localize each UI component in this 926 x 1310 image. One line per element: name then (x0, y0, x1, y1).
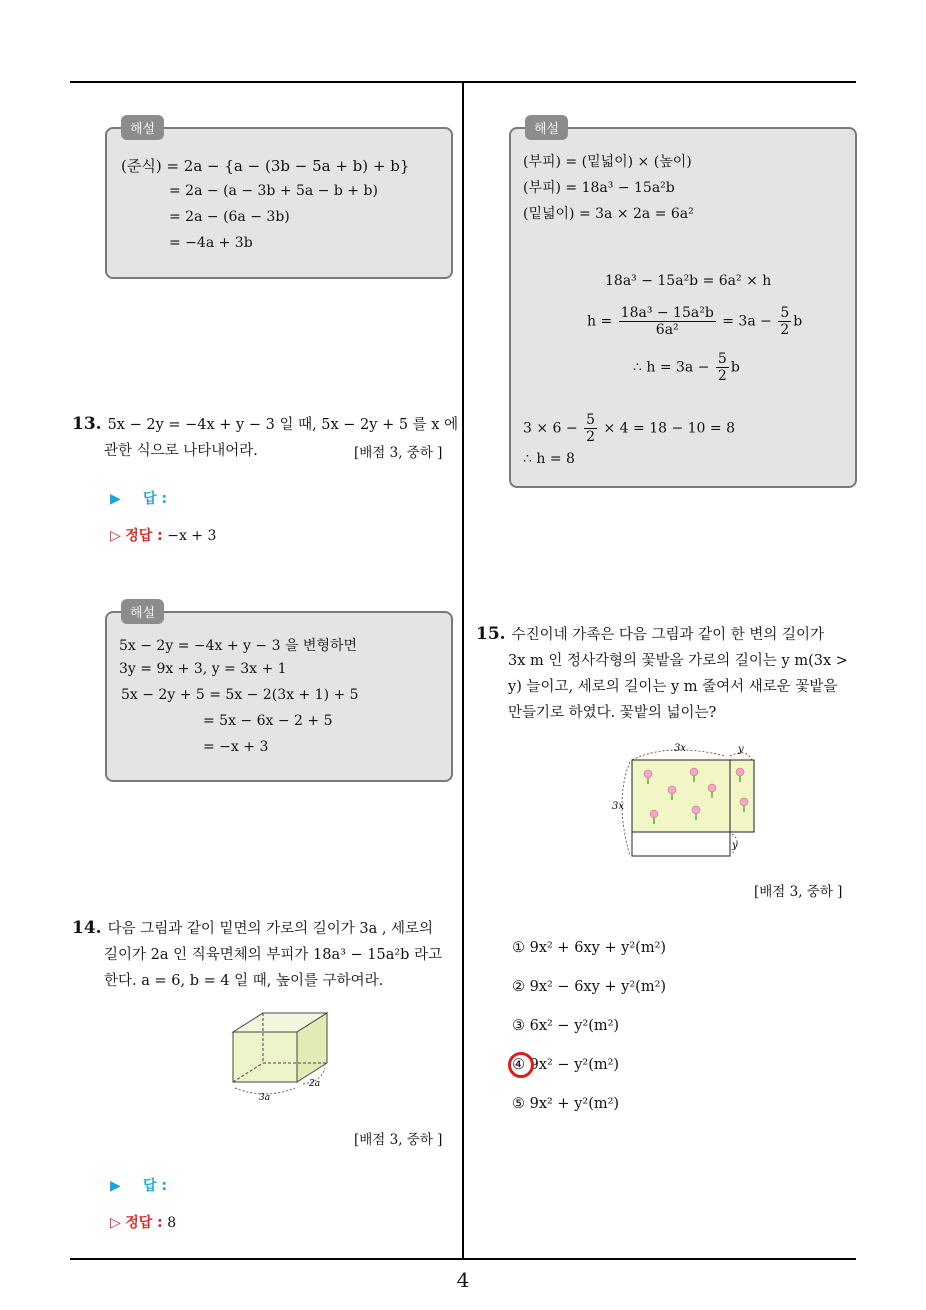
option-5[interactable]: ⑤ 9x² + y²(m²) (512, 1096, 620, 1112)
figure-label-depth: 2a (309, 1079, 321, 1089)
solution-line: = −4a + 3b (169, 235, 253, 251)
play-icon: ▶ (110, 1178, 121, 1194)
figure-label-width: 3a (259, 1093, 271, 1103)
solution-line: (준식) = 2a − {a − (3b − 5a + b) + b} (121, 157, 410, 175)
equation-part: = 3a − (722, 313, 772, 330)
solution-equation: 18a³ − 15a²b = 6a² × h (605, 273, 772, 289)
page-number: 4 (456, 1268, 470, 1292)
solution-line: (부피) = (밑넓이) × (높이) (523, 154, 692, 170)
correct-label: 정답 : (125, 1215, 163, 1231)
play-icon: ▶ (110, 491, 121, 507)
question-text: 만들기로 하였다. 꽃밭의 넓이는? (508, 705, 717, 721)
question-text: y) 늘이고, 세로의 길이는 y m 줄여서 새로운 꽃밭을 (508, 679, 838, 695)
equation-part: 3 × 6 − (523, 420, 578, 437)
option-3[interactable]: ③ 6x² − y²(m²) (512, 1018, 620, 1034)
cuboid-figure (225, 1008, 340, 1103)
flower-garden-figure (608, 740, 760, 862)
equation-part: × 4 = 18 − 10 = 8 (603, 420, 735, 437)
figure-label-bottom-y: y (732, 840, 738, 851)
question-number: 13. (72, 414, 102, 434)
solution-box-12 (105, 122, 453, 279)
figure-label-left: 3x (612, 801, 625, 812)
option-1[interactable]: ① 9x² + 6xy + y²(m²) (512, 940, 667, 956)
question-15 (476, 621, 860, 726)
solution-line: ∴ h = 8 (523, 451, 575, 467)
solution-equation (633, 351, 740, 384)
figure-label-top: 3x (674, 743, 687, 754)
solution-equation (587, 305, 802, 338)
equation-part: b (793, 313, 803, 330)
bottom-rule (70, 1258, 856, 1260)
option-2[interactable]: ② 9x² − 6xy + y²(m²) (512, 979, 667, 995)
question-text: 수진이네 가족은 다음 그림과 같이 한 변의 길이가 (511, 627, 824, 643)
fraction (584, 412, 597, 445)
fraction-denominator: 2 (780, 322, 790, 338)
score-meta: [배점 3, 중하 ] (754, 884, 843, 900)
equation-part: ∴ h = 3a − (633, 359, 710, 376)
answer-line (110, 1175, 167, 1195)
solution-line: 5x − 2y = −4x + y − 3 을 변형하면 (119, 638, 358, 654)
correct-value: −x + 3 (167, 528, 217, 544)
question-number: 14. (72, 918, 102, 938)
solution-equation (523, 412, 735, 445)
correct-value: 8 (167, 1215, 177, 1231)
equation-part: h = (587, 313, 613, 330)
solution-line: = 2a − (6a − 3b) (169, 209, 290, 225)
column-divider (462, 82, 464, 1259)
fraction-numerator: 5 (780, 305, 790, 321)
solution-line: (부피) = 18a³ − 15a²b (523, 180, 675, 196)
solution-box-14 (509, 122, 857, 488)
question-text: 관한 식으로 나타내어라. (104, 443, 258, 459)
solution-line: = −x + 3 (203, 739, 269, 755)
figure-label-top-y: y (738, 744, 744, 755)
solution-line: = 5x − 6x − 2 + 5 (203, 713, 333, 729)
correct-answer-line (110, 525, 216, 545)
question-text: 길이가 2a 인 직육면체의 부피가 18a³ − 15a²b 라고 (104, 947, 443, 963)
solution-line: 5x − 2y + 5 = 5x − 2(3x + 1) + 5 (121, 687, 359, 703)
question-text: 5x − 2y = −4x + y − 3 일 때, 5x − 2y + 5 를 x 에 (107, 417, 459, 433)
correct-answer-line (110, 1212, 176, 1232)
triangle-outline-icon: ▷ (110, 1215, 121, 1231)
correct-label: 정답 : (125, 528, 163, 544)
score-meta: [배점 3, 중하 ] (354, 445, 443, 461)
score-meta: [배점 3, 중하 ] (354, 1132, 443, 1148)
solution-box-13 (105, 606, 453, 782)
triangle-outline-icon: ▷ (110, 528, 121, 544)
fraction-denominator: 2 (717, 368, 727, 384)
answer-label: 답 : (143, 1178, 168, 1194)
fraction (778, 305, 791, 338)
fraction-denominator: 2 (586, 429, 596, 445)
fraction-numerator: 5 (717, 351, 727, 367)
solution-tag: 해설 (121, 599, 164, 624)
question-number: 15. (476, 624, 506, 644)
question-text: 한다. a = 6, b = 4 일 때, 높이를 구하여라. (104, 973, 384, 989)
solution-line: (밑넓이) = 3a × 2a = 6a² (523, 206, 694, 222)
fraction (716, 351, 729, 384)
equation-part: b (730, 359, 740, 376)
selected-answer-circle (508, 1052, 534, 1078)
solution-line: = 2a − (a − 3b + 5a − b + b) (169, 183, 378, 199)
solution-tag: 해설 (121, 115, 164, 140)
option-4[interactable]: ④ 9x² − y²(m²) (512, 1057, 620, 1073)
fraction-denominator: 6a² (655, 322, 679, 338)
answer-label: 답 : (143, 491, 168, 507)
fraction-numerator: 5 (586, 412, 596, 428)
solution-line: 3y = 9x + 3, y = 3x + 1 (119, 661, 287, 677)
fraction (619, 305, 716, 338)
question-14 (72, 915, 456, 994)
question-text: 다음 그림과 같이 밑면의 가로의 길이가 3a , 세로의 (107, 921, 434, 937)
question-text: 3x m 인 정사각형의 꽃밭을 가로의 길이는 y m(3x > (508, 653, 848, 669)
answer-line (110, 488, 167, 508)
fraction-numerator: 18a³ − 15a²b (620, 305, 714, 321)
solution-tag: 해설 (525, 115, 568, 140)
